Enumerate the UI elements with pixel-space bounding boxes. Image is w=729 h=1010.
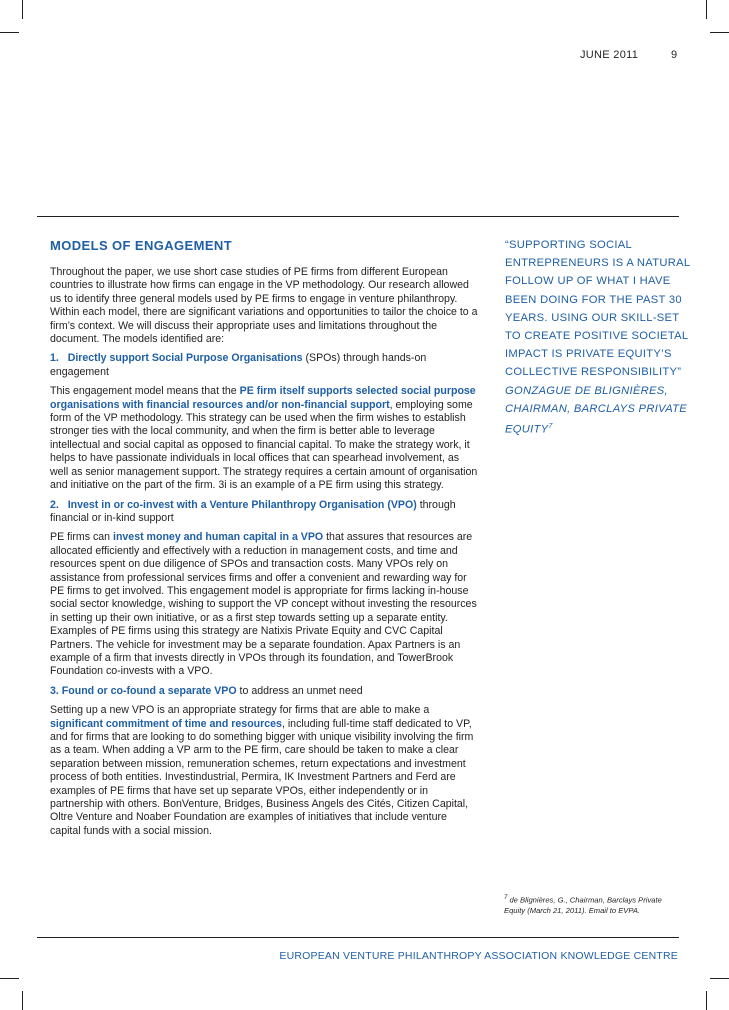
crop-mark xyxy=(0,32,19,33)
intro-paragraph: Throughout the paper, we use short case studies of PE firms from different European countries to illustrate how firms can engage in the VP methodology. Our research allowed us to identify three general models used by PE firms to engage in venture philanthropy. Within each model, there are significant variations and opportunities to tailor the choice to a firm’s context. We will discuss their appropriate uses and limitations throughout the document. The models identified are: xyxy=(50,266,478,346)
crop-mark xyxy=(710,978,729,979)
model-1-paragraph: This engagement model means that the PE firm itself supports selected social purpose organisations with financial resources and/or non-financial support, employing some form of the VP methodology. This strategy can be used when the firm wishes to establish stronger ties with the local community, and when the firm is better able to leverage intellectual and social capital as opposed to financial capital. To make the strategy work, it helps to have passionate individuals in local offices that can spearhead involvement, as well as senior management support. The strategy requires a certain amount of organisation and initiative on the part of the firm. 3i is an example of a PE firm using this strategy. xyxy=(50,385,478,492)
footer-divider xyxy=(37,937,679,938)
crop-mark xyxy=(22,991,23,1010)
header-date: JUNE 2011 xyxy=(580,49,639,61)
footnote: $^7$ de Blignières, G., Chairman, Barclays Private Equity (March 21, 2011). Email to EVPA. xyxy=(504,895,662,915)
quote-text: “SUPPORTING SOCIAL ENTREPRENEURS IS A NATURAL FOLLOW UP OF WHAT I HAVE BEEN DOING FOR THE PAST 30 YEARS. USING OUR SKILL-SET TO CREATE POSITIVE SOCIETAL IMPACT IS PRIVATE EQUITY’S COLLECTIVE RESPONSIBILITY” xyxy=(505,239,690,379)
divider xyxy=(37,216,679,217)
model-2-heading: 2. Invest in or co-invest with a Venture Philanthropy Organisation (VPO) through financial or in-kind support xyxy=(50,498,456,524)
section-title: MODELS OF ENGAGEMENT xyxy=(50,238,233,253)
main-column xyxy=(50,266,478,844)
quote-attribution: GONZAGUE DE BLIGNIÈRES, CHAIRMAN, BARCLAYS PRIVATE EQUITY$^7$ xyxy=(505,384,688,436)
crop-mark xyxy=(706,0,707,19)
crop-mark xyxy=(706,991,707,1010)
model-2-paragraph: PE firms can invest money and human capital in a VPO that assures that resources are allocated efficiently and effectively with a reduction in management costs, and time and resources spent on due diligence of SPOs and transaction costs. Many VPOs rely on assistance from professional services firms and offer a convenient and rewarding way for PE firms to get involved. This engagement model is appropriate for firms lacking in-house social sector knowledge, wishing to support the VP concept without investing the resources in setting up their own initiative, or as a first step towards setting up a separate entity. Examples of PE firms using this strategy are Natixis Private Equity and CVC Capital Partners. The vehicle for investment may be a separate foundation. Apax Partners is an example of a firm that invests directly in VPOs through its foundation, and TowerBrook Foundation co-invests with a VPO. xyxy=(50,531,477,678)
pull-quote xyxy=(505,236,690,439)
crop-mark xyxy=(710,32,729,33)
model-3-title: 3. Found or co-found a separate VPO xyxy=(50,684,237,697)
model-3-paragraph: Setting up a new VPO is an appropriate strategy for firms that are able to make a significant commitment of time and resources, including full-time staff dedicated to VP, and for firms that are looking to do something bigger with unique visibility involving the firm as a team. When adding a VP arm to the PE firm, care should be taken to make a clear separation between mission, remuneration schemes, return expectations and investment process of both entities. Investindustrial, Permira, IK Investment Partners and Ferd are examples of PE firms that have set up separate VPOs, either independently or in partnership with others. BonVenture, Bridges, Business Angels des Cités, Citizen Capital, Oltre Venture and Noaber Foundation are examples of initiatives that include venture capital funds with a social mission. xyxy=(50,704,474,837)
model-1-heading: 1. Directly support Social Purpose Organisations (SPOs) through hands-on engagement xyxy=(50,352,427,378)
model-3-heading: 3. Found or co-found a separate VPO to address an unmet need xyxy=(50,684,363,697)
model-2-title: Invest in or co-invest with a Venture Philanthropy Organisation (VPO) xyxy=(67,498,417,511)
page-number: 9 xyxy=(671,49,678,61)
footer-text: EUROPEAN VENTURE PHILANTHROPY ASSOCIATION KNOWLEDGE CENTRE xyxy=(279,950,678,962)
crop-mark xyxy=(22,0,23,19)
crop-mark xyxy=(0,978,19,979)
model-1-title: Directly support Social Purpose Organisations xyxy=(67,352,303,365)
